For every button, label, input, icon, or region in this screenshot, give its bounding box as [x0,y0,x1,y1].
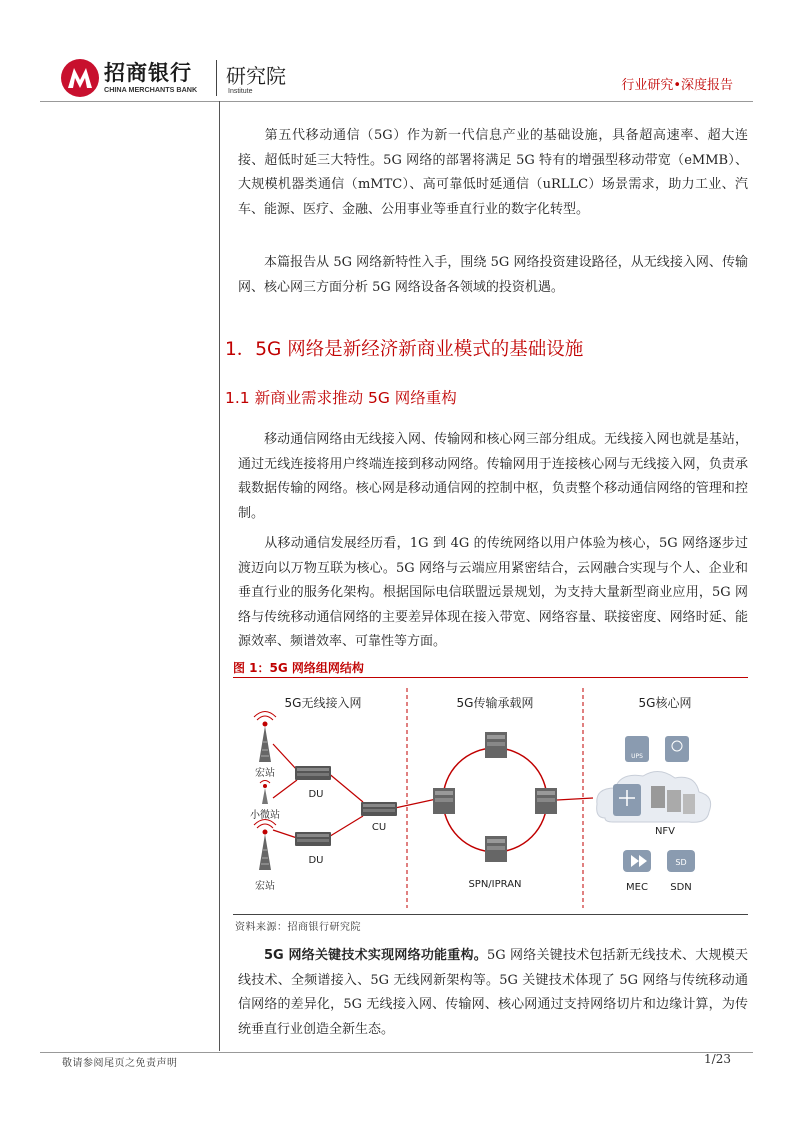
brand-divider [216,60,217,96]
figure-top-rule [233,677,748,678]
footer-divider [40,1052,753,1053]
micro-station-label: 小微站 [250,810,280,821]
macro-station-icon [254,820,276,871]
ran-links [273,744,441,838]
institute-name-en: Institute [228,88,253,95]
nfv-switch-icon [613,784,641,816]
cu-unit-icon [361,802,397,816]
figure-source: 资料来源：招商银行研究院 [235,922,361,933]
footer-disclaimer: 敬请参阅尾页之免责声明 [62,1058,178,1069]
mec-label: MEC [626,882,648,893]
spn-node-icon [485,732,507,758]
du-unit-icon [295,832,331,846]
cooling-icon [665,736,689,762]
macro-station-label: 宏站 [255,768,275,779]
report-type: 行业研究•深度报告 [621,78,733,93]
intro-paragraph-2: 本篇报告从 5G 网络新特性入手，围绕 5G 网络投资建设路径，从无线接入网、传输网、核心网三方面分析 5G 网络设备各领域的投资机遇。 [238,255,748,295]
figure-caption: 图 1：5G 网络组网结构 [233,661,364,675]
du-label: DU [308,855,324,866]
network-architecture-diagram [233,680,748,912]
spn-node-icon [433,788,455,814]
spn-node-icon [535,788,557,814]
svg-text:SD: SD [675,858,687,867]
intro-paragraph-1: 第五代移动通信（5G）作为新一代信息产业的基础设施，具备超高速率、超大连接、超低时延三大特性。5G 网络的部署将满足 5G 特有的增强型移动带宽（eMMB）、大规模机器类通信（mMTC）、高可靠低时延通信（uRLLC）场景需求，助力工业、汽车、能源、医疗、金融、公用事业等垂直行业的数字化转型。 [238,128,748,217]
cu-label: CU [371,822,387,833]
micro-station-icon [260,781,270,805]
section-heading: 1．5G 网络是新经济新商业模式的基础设施 [225,339,584,360]
sdn-label: SDN [670,882,692,893]
column-title-ran: 5G无线接入网 [284,696,362,710]
core-link [557,798,593,800]
mec-icon [623,850,651,872]
header-divider [40,101,753,102]
bank-logo-icon [60,58,100,98]
nfv-label: NFV [654,826,676,837]
section-paragraph-1: 移动通信网络由无线接入网、传输网和核心网三部分组成。无线接入网也就是基站，通过无线连接将用户终端连接到移动网络。传输网用于连接核心网与无线接入网，负责承载数据传输的网络。核心网是移动通信网的控制中枢，负责整个移动通信网络的管理和控制。 [238,432,748,521]
page-number: 1/23 [704,1052,731,1066]
spn-node-icon [485,836,507,862]
column-title-transport: 5G传输承载网 [456,696,534,710]
key-tech-paragraph: 5G 网络关键技术实现网络功能重构。5G 网络关键技术包括新无线技术、大规模天线技术、全频谱接入、5G 无线网新架构等。5G 关键技术体现了 5G 网络与传统移动通信网络的差异化，5G 无线接入网、传输网、核心网通过支持网络切片和边缘计算，为传统垂直行业创造全新生态。 [238,948,748,1037]
subsection-heading: 1.1 新商业需求推动 5G 网络重构 [225,389,457,407]
brand-name-en: CHINA MERCHANTS BANK [104,85,198,94]
ups-icon [625,736,649,762]
svg-text:UPS: UPS [631,753,643,760]
institute-name: 研究院 [226,64,286,88]
sdn-icon [667,850,695,872]
figure-bottom-rule [233,914,748,915]
du-unit-icon [295,766,331,780]
macro-station-label: 宏站 [255,881,275,892]
left-margin-rule [219,101,220,1051]
brand-name: 招商银行 [104,61,192,85]
column-title-core: 5G核心网 [638,696,692,710]
macro-station-icon [254,712,276,763]
spn-label: SPN/IPRAN [468,879,522,890]
section-paragraph-2: 从移动通信发展经历看，1G 到 4G 的传统网络以用户体验为核心，5G 网络逐步过渡迈向以万物互联为核心。5G 网络与云端应用紧密结合，云网融合实现与个人、企业和垂直行业的服务化架构。根据国际电信联盟远景规划，为支持大量新型商业应用，5G 网络与传统移动通信网络的主要差异体现在接入带宽、网络容量、联接密度、网络时延、能源效率、频谱效率、可靠性等方面。 [238,536,748,650]
du-label: DU [308,789,324,800]
